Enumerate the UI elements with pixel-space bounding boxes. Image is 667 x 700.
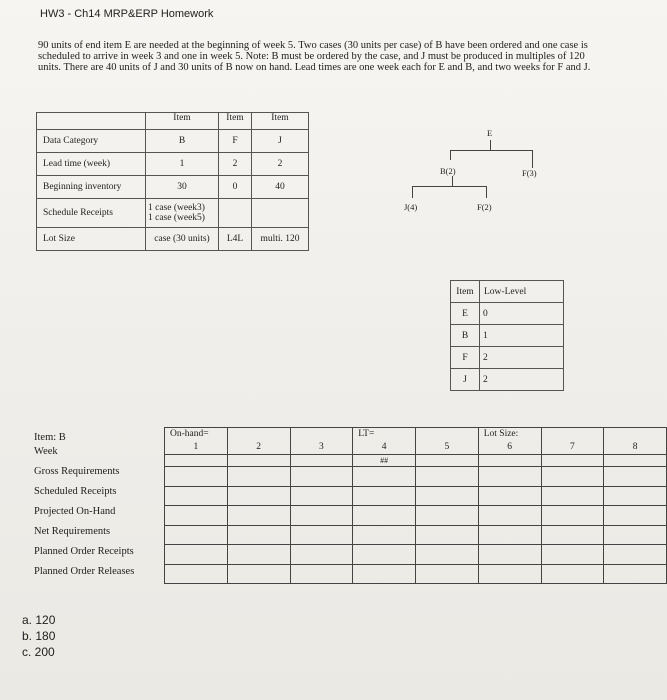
week-1: 1 [165,440,228,455]
lt-label: LT= [353,428,416,441]
bom-node-j: J(4) [404,202,418,212]
header-blank [227,428,290,441]
lead-time-b: 1 [146,153,219,176]
mrp-grid [164,427,667,584]
answer-choices [22,612,55,660]
ll-header-item: Item [451,281,480,303]
ll-item: B [451,325,480,347]
week-7: 7 [541,440,604,455]
item-b: B [146,130,219,153]
item-f: F [219,130,252,153]
week-3: 3 [290,440,353,455]
lead-time-j: 2 [252,153,309,176]
planned-release-cell[interactable] [604,564,667,584]
hl-cell [290,455,353,467]
lot-size-j: multi. 120 [252,228,309,251]
ll-item: F [451,347,480,369]
planned-release-cell[interactable] [416,564,479,584]
hl-cell [416,455,479,467]
lot-size-label: Lot Size: [478,428,541,441]
item-header-f: Item [219,113,252,130]
lot-size-b: case (30 units) [146,228,219,251]
header-blank [290,428,353,441]
mrp-week-label: Week [34,446,58,457]
item-header-j: Item [252,113,309,130]
header-blank [416,428,479,441]
net-req-cell[interactable] [165,525,228,545]
bom-line [452,176,453,186]
low-level-code-table [450,280,564,391]
item-header-b: Item [146,113,219,130]
mrp-label-net-requirements: Net Requirements [34,526,111,537]
planned-release-cell[interactable] [290,564,353,584]
planned-release-cell[interactable] [353,564,416,584]
hl-cell [227,455,290,467]
overflow-mark: ## [353,455,416,467]
projected-on-hand-cell[interactable] [478,506,541,526]
bom-node-e: E [487,128,493,138]
net-req-cell[interactable] [478,525,541,545]
ll-level: 2 [480,369,564,391]
header-blank [541,428,604,441]
bom-node-f2: F(2) [477,202,492,212]
sched-receipt-cell[interactable] [353,486,416,506]
receipt-week3: 1 case (week3) [148,203,205,213]
choice-a[interactable]: a. 120 [22,613,56,627]
header-blank [604,428,667,441]
inventory-j: 40 [252,176,309,199]
net-req-cell[interactable] [290,525,353,545]
hl-cell [478,455,541,467]
mrp-item-label: Item: B [34,432,66,443]
projected-on-hand-cell[interactable] [165,506,228,526]
item-j: J [252,130,309,153]
week-8: 8 [604,440,667,455]
choice-b[interactable]: b. 180 [22,629,56,643]
gross-req-cell[interactable] [416,467,479,487]
bom-node-f3: F(3) [522,168,537,178]
planned-receipt-cell[interactable] [416,545,479,565]
net-req-cell[interactable] [541,525,604,545]
planned-receipt-cell[interactable] [478,545,541,565]
planned-release-cell[interactable] [227,564,290,584]
mrp-label-gross-requirements: Gross Requirements [34,466,120,477]
inventory-f: 0 [219,176,252,199]
on-hand-label: On-hand= [165,428,228,441]
planned-receipt-cell[interactable] [290,545,353,565]
ll-level: 1 [480,325,564,347]
sched-receipt-cell[interactable] [416,486,479,506]
schedule-receipts-f [219,199,252,228]
hl-cell [165,455,228,467]
gross-req-cell[interactable] [165,467,228,487]
gross-req-cell[interactable] [353,467,416,487]
planned-receipt-cell[interactable] [165,545,228,565]
inventory-b: 30 [146,176,219,199]
schedule-receipts-j [252,199,309,228]
bom-line [450,150,532,151]
sched-receipt-cell[interactable] [290,486,353,506]
lot-size-f: L4L [219,228,252,251]
mrp-label-projected-on-hand: Projected On-Hand [34,506,116,517]
choice-c[interactable]: c. 200 [22,645,55,659]
planned-receipt-cell[interactable] [604,545,667,565]
sched-receipt-cell[interactable] [165,486,228,506]
mrp-row-labels [34,428,134,582]
week-6: 6 [478,440,541,455]
bom-line [412,186,486,187]
bom-line [450,150,451,160]
row-label-schedule-receipts: Schedule Receipts [37,199,146,228]
hl-cell [604,455,667,467]
net-req-cell[interactable] [353,525,416,545]
ll-header-level: Low-Level [480,281,564,303]
week-5: 5 [416,440,479,455]
planned-receipt-cell[interactable] [541,545,604,565]
projected-on-hand-cell[interactable] [353,506,416,526]
bom-line [532,150,533,168]
bom-line [490,140,491,150]
row-label-lead-time: Lead time (week) [37,153,146,176]
sched-receipt-cell[interactable] [604,486,667,506]
item-data-table [36,112,309,251]
blank-cell [37,113,146,130]
gross-req-cell[interactable] [541,467,604,487]
planned-release-cell[interactable] [165,564,228,584]
hl-cell [541,455,604,467]
planned-release-cell[interactable] [478,564,541,584]
lead-time-f: 2 [219,153,252,176]
row-label-data-category: Data Category [37,130,146,153]
receipt-week5: 1 case (week5) [148,213,205,223]
mrp-label-scheduled-receipts: Scheduled Receipts [34,486,117,497]
ll-item: J [451,369,480,391]
planned-receipt-cell[interactable] [227,545,290,565]
schedule-receipts-b [146,199,219,228]
ll-item: E [451,303,480,325]
projected-on-hand-cell[interactable] [604,506,667,526]
projected-on-hand-cell[interactable] [416,506,479,526]
net-req-cell[interactable] [604,525,667,545]
projected-on-hand-cell[interactable] [290,506,353,526]
bom-line [412,186,413,198]
problem-statement: 90 units of end item E are needed at the beginning of week 5. Two cases (30 units per case) of B have been ordered and one case is scheduled to arrive in week 3 and one in week 5. Note: B must be ordered by the case, and J must be produced in multiples of 120 units. There are 40 units of J and 30 units of B now on hand. Lead times are one week each for E and B, and two weeks for F and J. [38,40,591,73]
ll-level: 2 [480,347,564,369]
gross-req-cell[interactable] [604,467,667,487]
bom-node-b: B(2) [440,166,456,176]
mrp-label-planned-order-receipts: Planned Order Receipts [34,546,134,557]
projected-on-hand-cell[interactable] [541,506,604,526]
ll-level: 0 [480,303,564,325]
gross-req-cell[interactable] [227,467,290,487]
week-4: 4 [353,440,416,455]
planned-release-cell[interactable] [541,564,604,584]
planned-receipt-cell[interactable] [353,545,416,565]
net-req-cell[interactable] [416,525,479,545]
sched-receipt-cell[interactable] [541,486,604,506]
projected-on-hand-cell[interactable] [227,506,290,526]
gross-req-cell[interactable] [478,467,541,487]
bom-line [486,186,487,198]
gross-req-cell[interactable] [290,467,353,487]
page-title: HW3 - Ch14 MRP&ERP Homework [40,8,214,20]
sched-receipt-cell[interactable] [478,486,541,506]
week-2: 2 [227,440,290,455]
net-req-cell[interactable] [227,525,290,545]
row-label-beginning-inventory: Beginning inventory [37,176,146,199]
row-label-lot-size: Lot Size [37,228,146,251]
sched-receipt-cell[interactable] [227,486,290,506]
bill-of-materials-tree [380,120,580,220]
mrp-label-planned-order-releases: Planned Order Releases [34,566,135,577]
